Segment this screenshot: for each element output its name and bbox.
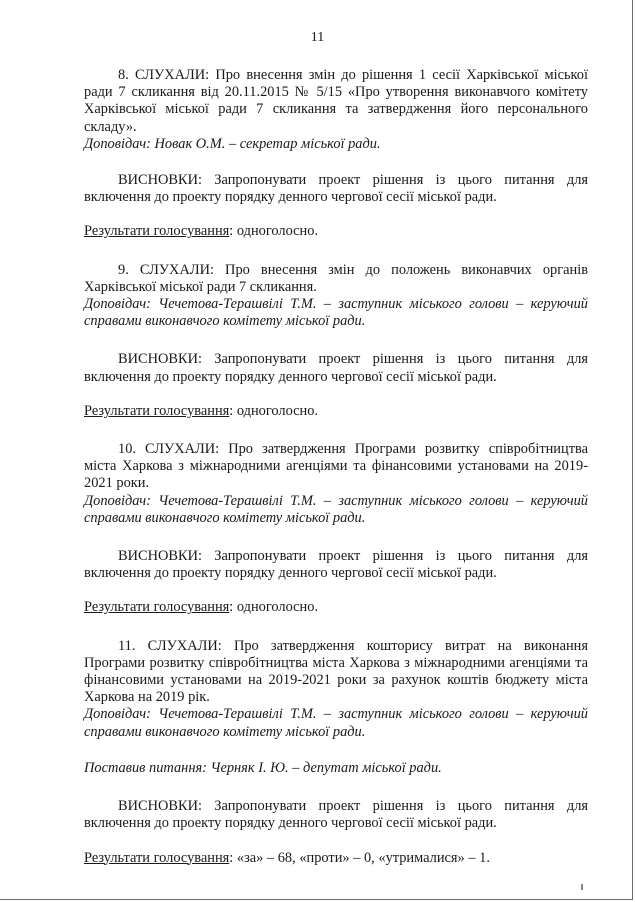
vote-line: [84, 403, 588, 420]
vote-result: : «за» – 68, «проти» – 0, «утрималися» – 1.: [229, 849, 490, 866]
agenda-item-10: [84, 441, 588, 617]
heard-paragraph: 10. СЛУХАЛИ: Про затвердження Програми розвитку співробітництва міста Харкова з міжнародними агенціями та фінансовими установами на 2019-2021 роки.: [84, 441, 588, 492]
raised-question-line: Поставив питання: Черняк І. Ю. – депутат міської ради.: [84, 759, 442, 776]
heard-paragraph: 11. СЛУХАЛИ: Про затвердження кошторису витрат на виконання Програми розвитку співробітництва міста Харкова з міжнародними агенціями та фінансовими установами на 2019-2021 роки за рахунок коштів бюджету міста Харкова на 2019 рік.: [84, 637, 588, 706]
heard-paragraph: 8. СЛУХАЛИ: Про внесення змін до рішення 1 сесії Харківської міської ради 7 скликання від 20.11.2015 № 5/15 «Про утворення виконавчого комітету Харківської міської ради 7 скликання та затвердження його персонального складу».: [84, 67, 588, 135]
vote-result: : одноголосно.: [229, 402, 319, 419]
vote-label: Результати голосування: [84, 402, 230, 419]
conclusion-paragraph: ВИСНОВКИ: Запропонувати проект рішення із цього питання для включення до проекту порядку денного чергової сесії міської ради.: [84, 351, 588, 385]
vote-label: Результати голосування: [84, 599, 230, 616]
minutes-body: [84, 67, 588, 867]
vote-line: [84, 850, 588, 867]
vote-line: [84, 599, 588, 616]
agenda-item-9: [84, 262, 588, 420]
conclusion-paragraph: ВИСНОВКИ: Запропонувати проект рішення із цього питання для включення до проекту порядку денного чергової сесії міської ради.: [84, 172, 588, 206]
vote-label: Результати голосування: [84, 849, 230, 866]
conclusion-paragraph: ВИСНОВКИ: Запропонувати проект рішення із цього питання для включення до проекту порядку денного чергової сесії міської ради.: [84, 798, 588, 832]
conclusion-paragraph: ВИСНОВКИ: Запропонувати проект рішення із цього питання для включення до проекту порядку денного чергової сесії міської ради.: [84, 548, 588, 582]
vote-label: Результати голосування: [84, 223, 230, 240]
speaker-line: Доповідач: Чечетова-Терашвілі Т.М. – заступник міського голови – керуючий справами виконавчого комітету міської ради.: [84, 706, 588, 740]
speaker-line: Доповідач: Чечетова-Терашвілі Т.М. – заступник міського голови – керуючий справами виконавчого комітету міської ради.: [84, 296, 588, 330]
scan-speck: [581, 884, 583, 890]
vote-result: : одноголосно.: [229, 599, 319, 616]
speaker-line: Доповідач: Новак О.М. – секретар міської ради.: [84, 135, 381, 152]
page-number: 11: [310, 30, 325, 45]
speaker-line: Доповідач: Чечетова-Терашвілі Т.М. – заступник міського голови – керуючий справами виконавчого комітету міської ради.: [84, 492, 588, 526]
agenda-item-8: [84, 67, 588, 241]
heard-paragraph: 9. СЛУХАЛИ: Про внесення змін до положень виконавчих органів Харківської міської ради 7 скликання.: [84, 261, 588, 295]
agenda-item-11: [84, 638, 588, 867]
vote-result: : одноголосно.: [229, 223, 319, 240]
vote-line: [84, 223, 588, 240]
